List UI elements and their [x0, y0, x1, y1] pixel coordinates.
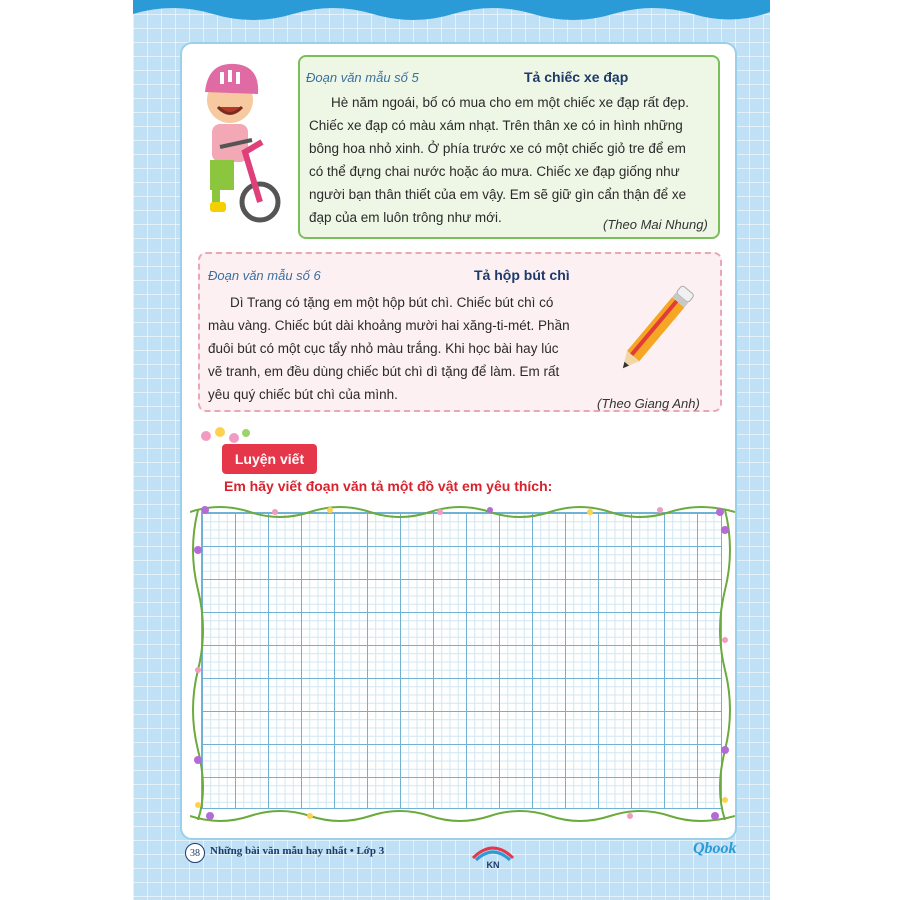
floral-vine-top-icon [190, 502, 735, 522]
sample-5-line: Chiếc xe đạp có màu xám nhạt. Trên thân xe có in hình những [309, 118, 683, 133]
writing-grid[interactable] [201, 512, 722, 809]
practice-badge: Luyện viết [222, 444, 317, 474]
publisher-logo-text: KN [486, 860, 500, 870]
sample-5-line: bông hoa nhỏ xinh. Ở phía trước xe có một chiếc giỏ tre để em [309, 141, 686, 156]
sample-5-line: có thể đựng chai nước hoặc áo mưa. Chiếc xe đạp giống như [309, 164, 680, 179]
page-number: 38 [185, 843, 205, 863]
floral-vine-right-icon [715, 510, 735, 820]
sample-6-line: màu vàng. Chiếc bút dài khoảng mười hai xăng-ti-mét. Phần [208, 318, 570, 333]
sample-6-line: đuôi bút có một cục tẩy nhỏ màu trắng. Khi học bài hay lúc [208, 341, 559, 356]
sample-6-line: Dì Trang có tặng em một hộp bút chì. Chiếc bút chì có [230, 295, 554, 310]
sample-5-line: Hè năm ngoái, bố có mua cho em một chiếc xe đạp rất đẹp. [331, 95, 689, 110]
sample-5-label: Đoạn văn mẫu số 5 [306, 70, 419, 85]
boy-bicycle-illustration [190, 52, 290, 232]
floral-vine-left-icon [188, 510, 208, 820]
sample-6-line: vẽ tranh, em đều dùng chiếc bút chì dì tặng để làm. Em rất [208, 364, 560, 379]
sample-5-source: (Theo Mai Nhung) [603, 217, 708, 232]
pencil-illustration [605, 280, 705, 380]
wavy-top-border [133, 0, 770, 26]
sample-6-label: Đoạn văn mẫu số 6 [208, 268, 321, 283]
publisher-logo-icon [468, 838, 518, 870]
sample-5-paragraph [309, 91, 713, 229]
sample-6-title: Tả hộp bút chì [474, 267, 570, 283]
book-title: Những bài văn mẫu hay nhất • Lớp 3 [210, 845, 385, 857]
brand-logo: Qbook [693, 840, 737, 857]
floral-vine-bottom-icon [190, 806, 735, 826]
sample-6-line: yêu quý chiếc bút chì của mình. [208, 387, 398, 402]
sample-6-paragraph [208, 291, 586, 406]
sample-5-line: người bạn thân thiết của em vậy. Em sẽ giữ gìn cẩn thận để xe [309, 187, 687, 202]
sample-5-line: đạp của em luôn trông như mới. [309, 210, 502, 225]
practice-prompt: Em hãy viết đoạn văn tả một đồ vật em yêu thích: [224, 478, 553, 494]
sample-5-title: Tả chiếc xe đạp [524, 69, 629, 85]
sample-6-source: (Theo Giang Anh) [597, 396, 700, 411]
